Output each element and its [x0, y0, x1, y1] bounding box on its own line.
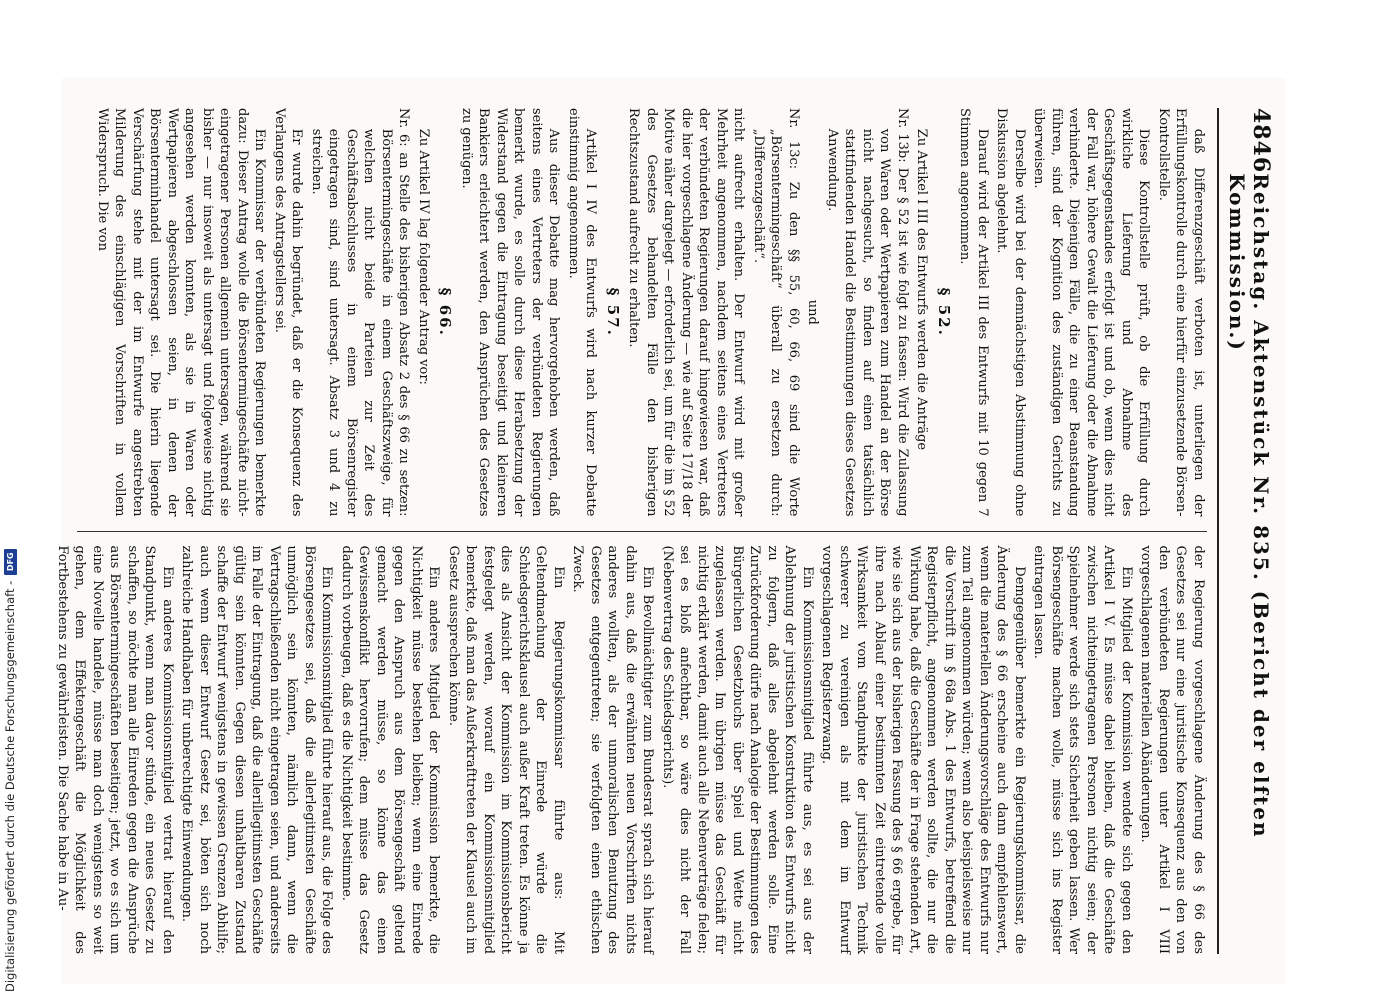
page-number: 4846: [1248, 108, 1274, 174]
digitization-credit: [0, 0, 20, 1000]
paragraph: der Regierung vorgeschlagene Änderung des § 66 des Gesetzes sei nur eine juristische Konsequenz aus den von den verbündeten Regierungen unter Artikel I VIII vorgeschlagenen materiellen Abänderungen.: [1138, 545, 1206, 954]
page-header: [1217, 108, 1274, 954]
left-column: [77, 108, 1207, 531]
section-heading-66: § 66.: [436, 287, 455, 337]
paragraph: nicht aufrecht erhalten. Der Entwurf wird mit großer Mehrheit angenommen, nachdem seitens eines Vertreters der verbündeten Regierungen darauf hingewiesen war, daß die hier vorgeschlagene Änderung — wie auf Seite 17/18 der Motive näher dargelegt — erforderlich sei, um für die im § 52 des Gesetzes behandelten Fälle den bisherigen Rechtszustand aufrecht zu erhalten.: [626, 108, 747, 517]
paragraph: Derselbe wird bei der demnächstigen Abstimmung ohne Diskussion abgelehnt.: [994, 108, 1027, 517]
paragraph: Zu Artikel IV lag folgender Antrag vor:: [416, 128, 431, 385]
page-title: Reichstag. Aktenstück Nr. 835. (Bericht der elften Kommission.): [1225, 173, 1273, 839]
paragraph: Zu Artikel I III des Entwurfs werden die Anträge: [914, 128, 930, 451]
section-heading-52: § 52.: [935, 287, 953, 337]
paragraph: Er wurde dahin begründet, daß er die Konsequenz des Verlangens des Antragstellers sei.: [272, 108, 305, 517]
text-columns: [55, 108, 1207, 954]
paragraph: Demgegenüber bemerkte ein Regierungskommissar, die Änderung des § 66 erscheine auch dann empfehlenswert, wenn die materiellen Änderungsvorschläge des Entwurfs nur zum Teil angenommen würden; wenn also beispielsweise nur die Vorschrift im § 68a Abs. 1 des Entwurfs, betreffend die Registerpflicht, angenommen werden sollte, die nur die Wirkung habe, daß die Geschäfte der in Frage stehenden Art, wie sie sich aus der bisherigen Fassung des § 66 ergebe, für ihre nach Ablauf einer bestimmten Zeit eintretende volle Wirksamkeit vom Standpunkte der juristischen Technik schwerer zu vereinigen als mit dem im Entwurf vorgeschlagenen Registerzwang.: [819, 545, 1027, 954]
paragraph: Ein Kommissionsmitglied führte aus, es sei aus der Ablehnung der juristischen Konstruktion des Entwurfs nicht zu folgern, daß alles abgelehnt werden solle. Eine Zurückforderung dürfe nach Analogie der Bestimmungen des Bürgerlichen Gesetzbuchs über Spiel und Wette nicht zugelassen werden. Im übrigen müsse das Geschäft für nichtig erklärt werden, damit auch alle Nebenverträge fielen; sei es bloß anfechtbar, so wäre dies nicht der Fall (Nebenvertrag des Schiedsgerichts).: [660, 545, 815, 954]
paragraph: Ein Bevollmächtigter zum Bundesrat sprach sich hierauf dahin aus, daß die erwähnten neuen Vorschriften nichts anderes wollten, als der unmoralischen Benutzung des Gesetzes entgegentreten; sie verfolgten einen ethischen Zweck.: [570, 545, 656, 954]
paragraph: Ein Kommissionsmitglied führte hierauf aus, die Folge des Börsengesetzes sei, daß die allerlegitimsten Geschäfte unmöglich sein könnten, nämlich dann, wenn die Vertragschließenden nicht eingetragen seien, und anderseits im Falle der Eintragung, daß die allerillegitimsten Geschäfte gültig sein könnten. Gegen diesen unhaltbaren Zustand schaffe der Entwurf wenigstens in gewissen Grenzen Abhilfe; auch wenn dieser Entwurf Gesetz sei, böten sich noch zahlreiche Handhaben für unberechtigte Einwendungen.: [179, 545, 335, 954]
paragraph: Ein Mitglied der Kommission wendete sich gegen den Artikel I V. Es müsse dabei bleiben, daß die Geschäfte zwischen nichteingetragenen Personen nichtig seien; der Spielnehmer werde sich stets Sicherheit geben lassen. Wer Börsengeschäfte machen wolle, müsse sich ins Register eintragen lassen.: [1031, 545, 1134, 954]
antrag-13c: Nr. 13c: Zu den §§ 55, 60, 66, 69 sind die Worte „Börsentermingeschäft“ überall zu ersetzen durch: „Differenzgeschäft“.: [751, 108, 801, 517]
paragraph: Ein anderes Kommissionsmitglied vertrat hierauf den Standpunkt, wenn man davor stünde, ein neues Gesetz zu schaffen, so möchte man alle Einreden gegen die Ansprüche aus Börsentermingeschäften beseitigen; jetzt, wo es sich um eine Novelle handele, müsse man doch wenigstens so weit gehen, dem Effektengeschäft die Möglichkeit des Fortbestehens zu gewährleisten. Die Sache habe in Au-: [55, 545, 175, 954]
paragraph: Diese Kontrollstelle prüft, ob die Erfüllung durch wirkliche Lieferung und Abnahme des Geschäftsgegenstandes erfolgt ist und ob, wenn dies nicht der Fall war, höhere Gewalt die Lieferung oder die Abnahme verhinderte. Diejenigen Fälle, die zu einer Beanstandung führen, sind der Kognition des zuständigen Gerichts zu überweisen.: [1031, 108, 1152, 517]
antrag-13b: Nr. 13b: Der § 52 ist wie folgt zu fassen: Wird die Zulassung von Waren oder Wertpapieren zum Handel an der Börse nicht nachgesucht, so finden auf einen tatsächlich stattfindenden Handel die Bestimmungen dieses Gesetzes Anwendung.: [825, 108, 910, 517]
paragraph: Ein anderes Mitglied der Kommission bemerkte, die Nichtigkeit müsse bestehen bleiben; wenn eine Einrede gegen den Anspruch aus dem Börsengeschäft geltend gemacht werden müsse, so könne das einen Gewissenskonflikt hervorrufen; dem müsse das Gesetz dadurch vorbeugen, daß es die Nichtigkeit bestimme.: [339, 545, 442, 954]
right-column: [55, 532, 1207, 955]
paragraph: Aus dieser Debatte mag hervorgehoben werden, daß seitens eines Vertreters der verbündeten Regierungen bemerkt wurde, es solle durch diese Herabsetzung der Widerstand gegen die Eintragung beseitigt und kleineren Bankiers erleichtert werden, den Ansprüchen des Gesetzes zu genügen.: [459, 108, 562, 517]
paragraph: Ein Kommissar der verbündeten Regierungen bemerkte dazu: Dieser Antrag wolle die Börsentermingeschäfte nicht-eingetragener Personen allgemein untersagen, während sie bisher — nur insoweit als untersagt und folgeweise nichtig angesehen werden konnten, als sie in Waren oder Wertpapieren abgeschlossen seien, in denen der Börsenterminhandel untersagt sei. Die hierin liegende Verschärfung stehe mit der im Entwurfe angestrebten Milderung des einschlägigen Vorschriften in vollem Widerspruch. Die von: [95, 108, 268, 517]
paragraph: Ein Regierungskommissar führte aus: Mit Geltendmachung der Einrede würde die Schiedsgerichtsklausel auch außer Kraft treten. Es könne ja dies als Ansicht der Kommission im Kommissionsbericht festgelegt werden, worauf ein Kommissionsmitglied bemerkte, daß man das Außerkrafttreten der Klausel auch im Gesetz aussprechen könne.: [446, 545, 566, 954]
paragraph: Artikel I IV des Entwurfs wird nach kurzer Debatte einstimmig angenommen.: [566, 108, 599, 517]
dfg-logo: DFG: [4, 549, 17, 575]
scanned-page: [55, 78, 1286, 984]
und-text: und: [805, 299, 821, 325]
section-heading-57: § 57.: [604, 287, 622, 337]
antrag-6: Nr. 6: an Stelle des bisherigen Absatz 2 des § 66 zu setzen: Börsentermingeschäfte in einem Geschäftszweige, für welchen nicht beide Parteien zur Zeit des Geschäftsabschlusses in einem Börsenregister eingetragen sind, sind untersagt. Absatz 3 und 4 zu streichen.: [309, 108, 412, 517]
paragraph: daß Differenzgeschäft verboten ist, unterliegen der Erfüllungskontrolle durch eine hierfür einzusetzende Börsen-Kontrollstelle.: [1156, 108, 1206, 517]
credit-text: Digitalisierung gefördert durch die Deutsche Forschungsgemeinschaft -: [3, 580, 17, 992]
paragraph: Darauf wird der Artikel III des Entwurfs mit 10 gegen 7 Stimmen angenommen.: [957, 108, 990, 517]
